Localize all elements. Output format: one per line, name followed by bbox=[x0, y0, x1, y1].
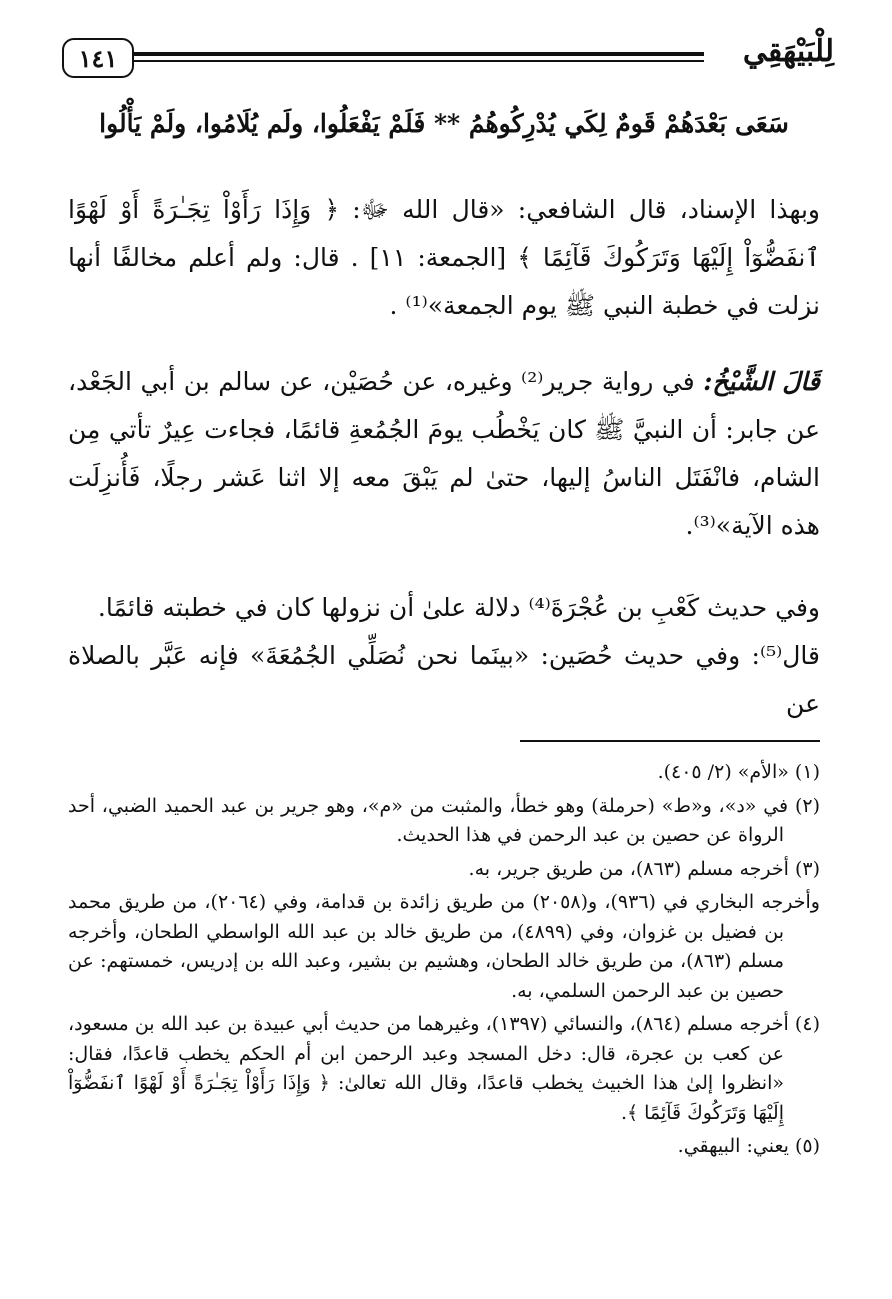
page-number: ١٤١ bbox=[62, 38, 134, 78]
paragraph-text: وفي حديث كَعْبِ بن عُجْرَةَ⁽⁴⁾ دلالة علىٰ أن نزولها كان في خطبته قائمًا. bbox=[97, 593, 820, 622]
footnote-2: (٢) في «د»، و«ط» (حرملة) وهو خطأ، والمثبت من «م»، وهو جرير بن عبد الحميد الضبي، أحد الرواة عن حصين بن عبد الرحمن في هذا الحديث. bbox=[68, 794, 820, 846]
paragraph-text: وبهذا الإسناد، قال الشافعي: «قال الله ﷻ: ﴿ وَإِذَا رَأَوْاْ تِجَـٰرَةً أَوْ لَهْوًا ٱنفَضُّوٓاْ إِلَيْهَا وَتَرَكُوكَ قَآئِمًا ﴾ [الجمعة: ١١] . قال: ولم أعلم مخالفًا أنها نزلت في خطبة النبي ﷺ يوم الجمعة»⁽¹⁾ . bbox=[68, 195, 820, 320]
header-rule-thin bbox=[134, 60, 704, 62]
paragraph-text: في رواية جرير⁽²⁾ وغيره، عن حُصَيْن، عن سالم بن أبي الجَعْد، عن جابر: أن النبيَّ ﷺ كان يَخْطُب يومَ الجُمُعةِ قائمًا، فجاءت عِيرٌ تأتي مِن الشام، فانْفَتَل الناسُ إليها، حتىٰ لم يَبْقَ معه إلا اثنا عَشر رجلًا، فَأُنزِلَت هذه الآية»⁽³⁾. bbox=[68, 367, 820, 540]
paragraph-2 bbox=[68, 358, 820, 550]
poetry-verse: سَعَى بَعْدَهُمْ قَومٌ لِكَي يُدْرِكُوهُمُ ** فَلَمْ يَفْعَلُوا، ولَم يُلَامُوا، ولَمْ يَأْلُوا bbox=[99, 109, 789, 138]
footnote-3: (٣) أخرجه مسلم (٨٦٣)، من طريق جرير، به. bbox=[468, 857, 820, 880]
paragraph-text: قال⁽⁵⁾: وفي حديث حُصَين: «بينَما نحن نُصَلِّي الجُمُعَةَ» فإنه عَبَّر بالصلاة عن bbox=[68, 641, 820, 718]
page-header bbox=[62, 34, 834, 90]
footnote-3-continued: وأخرجه البخاري في (٩٣٦)، و(٢٠٥٨) من طريق زائدة بن قدامة، وفي (٢٠٦٤)، من طريق محمد بن فضيل بن غزوان، وفي (٤٨٩٩)، من طريق خالد بن عبد الله الواسطي الطحان، وأخرجه مسلم (٨٦٣)، من طريق خالد الطحان، وهشيم بن بشير، وعبد الله بن إدريس، خمستهم: عن حصين بن عبد الرحمن السلمي، به. bbox=[68, 891, 820, 1002]
footnotes bbox=[68, 758, 820, 1166]
running-title: لِلْبَيْهَقِي bbox=[742, 34, 834, 69]
paragraph-1 bbox=[68, 186, 820, 330]
footnote-separator bbox=[520, 740, 820, 742]
header-rule bbox=[134, 52, 704, 56]
footnote-1: (١) «الأم» (٢/ ٤٠٥). bbox=[657, 761, 820, 783]
paragraph-3 bbox=[68, 584, 820, 728]
footnote-5: (٥) يعني: البيهقي. bbox=[677, 1135, 820, 1157]
footnote-4: (٤) أخرجه مسلم (٨٦٤)، والنسائي (١٣٩٧)، وغيرهما من حديث أبي عبيدة بن عبد الله بن مسعود، عن كعب بن عجرة، قال: دخل المسجد وعبد الرحمن ابن أم الحكم يخطب قاعدًا، فقال: «انظروا إلىٰ هذا الخبيث يخطب قاعدًا، وقال الله تعالىٰ: ﴿ وَإِذَا رَأَوْاْ تِجَـٰرَةً أَوْ لَهْوًا ٱنفَضُّوٓاْ إِلَيْهَا وَتَرَكُوكَ قَآئِمًا ﴾. bbox=[68, 1013, 820, 1124]
paragraph-lead: قَالَ الشَّيْخُ: bbox=[703, 367, 820, 396]
